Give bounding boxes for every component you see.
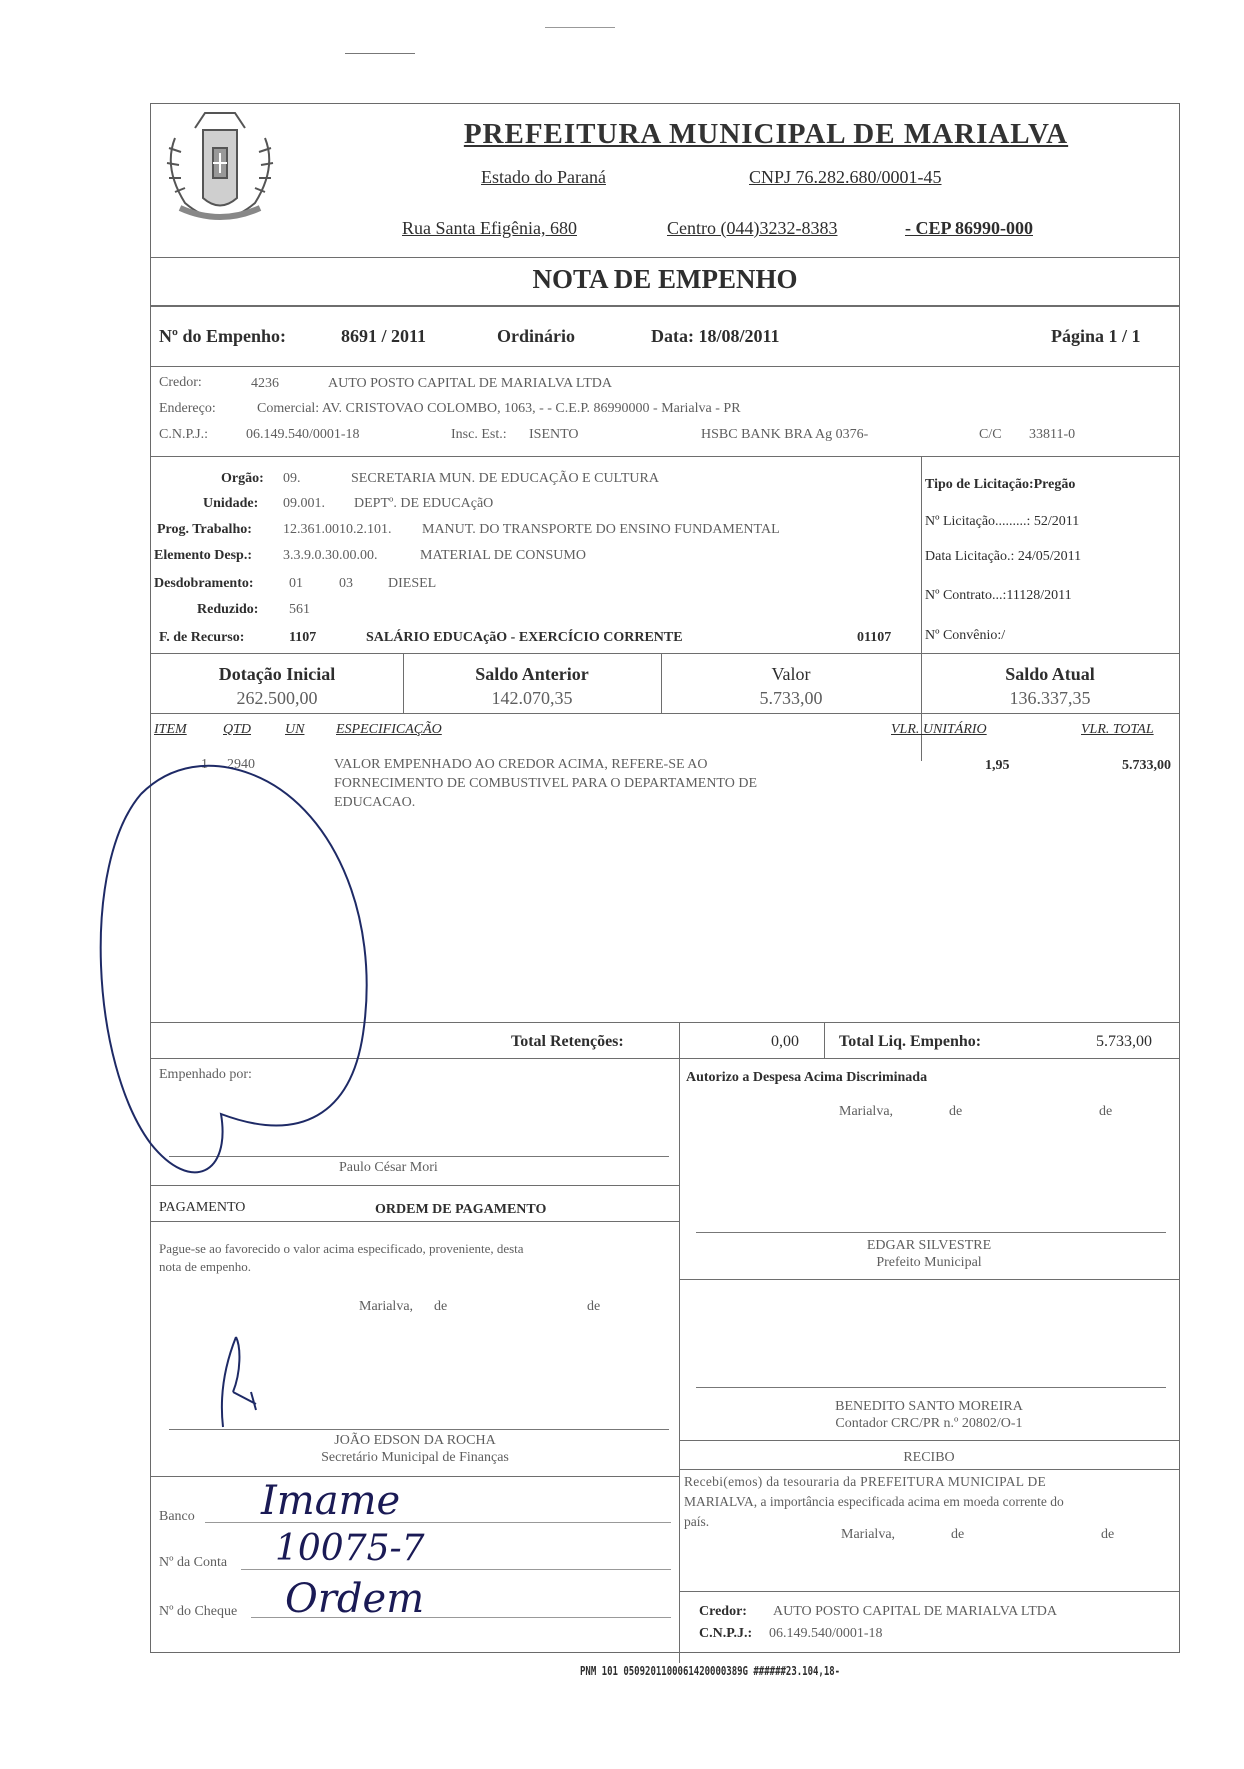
conta-label: Nº da Conta (159, 1555, 228, 1570)
col-un: UN (285, 722, 305, 737)
ordem-pagamento-label: ORDEM DE PAGAMENTO (375, 1202, 547, 1217)
pagamento-de2: de (587, 1299, 601, 1314)
prog-name: MANUT. DO TRANSPORTE DO ENSINO FUNDAMENTAL (422, 522, 780, 537)
prog-label: Prog. Trabalho: (157, 522, 252, 537)
balance-value: 5.733,00 (759, 688, 823, 708)
contrato-number: Nº Contrato...:11128/2011 (925, 588, 1072, 603)
prefeito-role: Prefeito Municipal (876, 1255, 982, 1270)
recibo-credor-name: AUTO POSTO CAPITAL DE MARIALVA LTDA (773, 1604, 1057, 1619)
recibo-cnpj-label: C.N.P.J.: (699, 1626, 753, 1641)
cheque-handwritten: Ordem (285, 1576, 425, 1622)
licitacao-numero: Nº Licitação.........: 52/2011 (925, 514, 1080, 529)
contador-role: Contador CRC/PR n.º 20802/O-1 (835, 1416, 1023, 1431)
recibo-place: Marialva, (841, 1527, 896, 1542)
empenho-number-label: Nº do Empenho: (159, 326, 286, 346)
prefeito-name: EDGAR SILVESTRE (866, 1238, 992, 1253)
cnpj-label: C.N.P.J.: (159, 427, 209, 442)
banco-handwritten: Imame (261, 1478, 401, 1524)
recibo-cnpj: 06.149.540/0001-18 (769, 1626, 883, 1641)
pagamento-label: PAGAMENTO (159, 1200, 246, 1215)
total-liq-value: 5.733,00 (1096, 1033, 1152, 1050)
pagamento-place: Marialva, (359, 1299, 414, 1314)
pagamento-signer: JOÃO EDSON DA ROCHA (334, 1433, 496, 1448)
document-title: NOTA DE EMPENHO (532, 264, 798, 294)
header-address: Rua Santa Efigênia, 680 (402, 218, 577, 238)
convenio-number: Nº Convênio:/ (925, 628, 1006, 643)
credor-address: Comercial: AV. CRISTOVAO COLOMBO, 1063, - - C.E.P. 86990000 - Marialva - PR (257, 401, 741, 416)
empenho-type: Ordinário (497, 326, 576, 346)
nota-de-empenho-form (150, 103, 1180, 1653)
recurso-fund-code: 01107 (857, 630, 892, 645)
header-phone: Centro (044)3232-8383 (667, 218, 838, 238)
handwritten-oval-mark (101, 734, 421, 1194)
col-especificacao: ESPECIFICAÇÃO (336, 722, 442, 737)
orgao-code: 09. (283, 471, 301, 486)
empenhado-name: Paulo César Mori (339, 1160, 438, 1175)
credor-bank: HSBC BANK BRA Ag 0376- (701, 427, 869, 442)
recibo-de1: de (951, 1527, 965, 1542)
licitacao-tipo-text: Tipo de Licitação:Pregão (925, 477, 1076, 492)
recibo-title: RECIBO (903, 1450, 955, 1465)
balance-value: 262.500,00 (236, 688, 318, 708)
item-desc-line1: VALOR EMPENHADO AO CREDOR ACIMA, REFERE-SE AO (334, 757, 708, 772)
header-state: Estado do Paraná (481, 167, 606, 187)
elemento-code: 3.3.9.0.30.00.00. (283, 548, 378, 563)
unidade-label: Unidade: (203, 496, 259, 511)
recibo-line-2: MARIALVA, a importância especificada acima em moeda corrente do (684, 1494, 1064, 1509)
item-desc-line2: FORNECIMENTO DE COMBUSTIVEL PARA O DEPARTAMENTO DE (334, 776, 758, 791)
empenho-number: 8691 / 2011 (341, 326, 427, 346)
item-total-value: 5.733,00 (1122, 758, 1171, 773)
licitacao-tipo (925, 477, 1075, 493)
reduzido-label: Reduzido: (197, 602, 259, 617)
credor-code: 4236 (251, 376, 279, 391)
elemento-name: MATERIAL DE CONSUMO (420, 548, 586, 563)
desdob-name: DIESEL (388, 576, 437, 591)
pagamento-de1: de (434, 1299, 448, 1314)
header-title: PREFEITURA MUNICIPAL DE MARIALVA (463, 118, 1069, 150)
recibo-de2: de (1101, 1527, 1115, 1542)
recurso-code: 1107 (289, 630, 317, 645)
credor-insc: ISENTO (529, 427, 579, 442)
col-item: ITEM (154, 722, 187, 737)
scan-mark (345, 53, 415, 54)
contador-name: BENEDITO SANTO MOREIRA (835, 1399, 1023, 1414)
pagamento-signer-role: Secretário Municipal de Finanças (321, 1450, 509, 1465)
desdob-a: 01 (289, 576, 303, 591)
autorizo-label: Autorizo a Despesa Acima Discriminada (686, 1070, 928, 1085)
cc-label: C/C (979, 427, 1002, 442)
credor-label: Credor: (159, 375, 202, 390)
recibo-line-1: Recebi(emos) da tesouraria da PREFEITURA MUNICIPAL DE (684, 1474, 1047, 1489)
balance-label: Saldo Anterior (475, 664, 589, 684)
total-liq-label: Total Liq. Empenho: (839, 1033, 982, 1050)
page-number: Página 1 / 1 (1051, 326, 1141, 346)
orgao-label: Orgão: (221, 471, 264, 486)
header-cep: - CEP 86990-000 (905, 218, 1033, 238)
empenhado-label: Empenhado por: (159, 1067, 252, 1082)
elemento-label: Elemento Desp.: (154, 548, 252, 563)
recurso-label: F. de Recurso: (159, 630, 245, 645)
autorizo-de2: de (1099, 1104, 1113, 1119)
item-qtd: 2940 (227, 757, 255, 772)
desdob-b: 03 (339, 576, 353, 591)
licitacao-data: Data Licitação.: 24/05/2011 (925, 549, 1082, 564)
banco-label: Banco (159, 1509, 195, 1524)
scan-mark (545, 27, 615, 28)
col-total-value: VLR. TOTAL (1081, 722, 1154, 737)
handwritten-signature (211, 1332, 281, 1432)
total-retencoes-label: Total Retenções: (511, 1033, 624, 1050)
pagamento-text-1: Pague-se ao favorecido o valor acima especificado, proveniente, desta (159, 1241, 524, 1256)
reduzido-code: 561 (289, 602, 310, 617)
balance-label: Saldo Atual (1005, 664, 1095, 684)
header-cnpj: CNPJ 76.282.680/0001-45 (749, 167, 942, 187)
autorizo-de1: de (949, 1104, 963, 1119)
credor-cc: 33811-0 (1029, 427, 1076, 442)
balance-label: Valor (771, 664, 811, 684)
autorizo-place: Marialva, (839, 1104, 894, 1119)
prog-code: 12.361.0010.2.101. (283, 522, 392, 537)
balance-label: Dotação Inicial (218, 664, 336, 684)
footer-code: PNM 101 0509201100061420000389G ######23.104,18- (580, 1664, 841, 1678)
recibo-credor-label: Credor: (699, 1604, 747, 1619)
item-desc-line3: EDUCACAO. (334, 795, 416, 810)
orgao-name: SECRETARIA MUN. DE EDUCAÇÃO E CULTURA (351, 471, 659, 486)
desdob-label: Desdobramento: (154, 576, 254, 591)
address-label: Endereço: (159, 401, 216, 416)
credor-name: AUTO POSTO CAPITAL DE MARIALVA LTDA (328, 376, 612, 391)
conta-handwritten: 10075-7 (275, 1528, 425, 1569)
balance-value: 136.337,35 (1009, 688, 1091, 708)
balance-value: 142.070,35 (491, 688, 573, 708)
unidade-code: 09.001. (283, 496, 325, 511)
recibo-line-3: país. (684, 1514, 710, 1529)
credor-cnpj: 06.149.540/0001-18 (246, 427, 360, 442)
item-unit-value: 1,95 (985, 758, 1010, 773)
col-unit-value: VLR. UNITÁRIO (891, 722, 987, 737)
total-retencoes-value: 0,00 (771, 1033, 799, 1050)
coat-of-arms-logo (155, 108, 285, 226)
item-number: 1 (201, 757, 208, 772)
recurso-name: SALÁRIO EDUCAçãO - EXERCÍCIO CORRENTE (366, 630, 683, 645)
empenho-date: Data: 18/08/2011 (651, 326, 780, 346)
unidade-name: DEPTº. DE EDUCAçãO (354, 496, 494, 511)
cheque-label: Nº do Cheque (159, 1604, 238, 1619)
pagamento-text-2: nota de empenho. (159, 1259, 252, 1274)
col-qtd: QTD (223, 722, 252, 737)
insc-label: Insc. Est.: (451, 427, 507, 442)
